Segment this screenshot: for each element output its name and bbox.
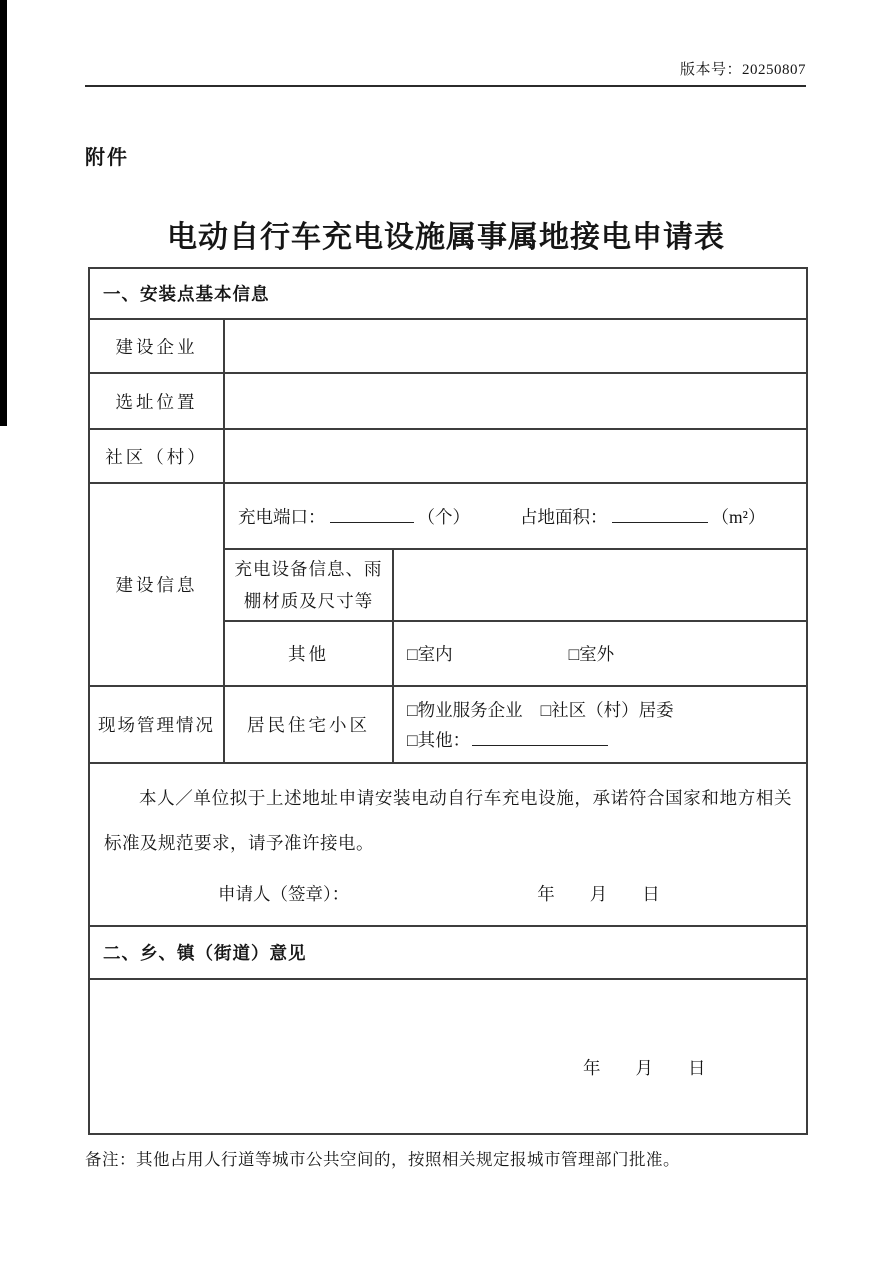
application-form-table <box>88 267 808 1135</box>
section2-opinion-cell <box>89 979 807 1134</box>
row-label-community: 社区（村） <box>89 429 224 483</box>
row-label-site-location: 选址位置 <box>89 373 224 429</box>
footer-note: 备注：其他占用人行道等城市公共空间的，按照相关规定报城市管理部门批准。 <box>85 1150 680 1169</box>
charging-port-blank-line <box>330 507 414 523</box>
field-management-options <box>393 686 807 763</box>
row-label-residential: 居民住宅小区 <box>224 686 393 763</box>
field-equipment-info <box>393 549 807 621</box>
area-blank-line <box>612 507 708 523</box>
other-option-blank-line <box>472 730 608 746</box>
applicant-signature-label: 申请人（签章）： <box>218 884 350 904</box>
section2-date-label: 年 月 日 <box>583 1058 706 1078</box>
row-label-construction-info: 建设信息 <box>89 483 224 686</box>
charging-port-label: 充电端口： <box>238 506 326 527</box>
row-label-equipment-info: 充电设备信息、雨棚材质及尺寸等 <box>224 549 393 621</box>
checkbox-property-service: □物业服务企业 <box>407 699 523 720</box>
declaration-cell <box>89 763 807 926</box>
row-label-construction-enterprise: 建设企业 <box>89 319 224 373</box>
checkbox-other-option: □其他： <box>407 729 471 750</box>
section1-date-label: 年 月 日 <box>537 884 660 904</box>
field-site-location <box>224 373 807 429</box>
section2-header: 二、乡、镇（街道）意见 <box>89 926 807 979</box>
version-number: 版本号：20250807 <box>679 62 806 78</box>
charging-port-unit: （个） <box>417 506 470 527</box>
checkbox-indoor: □室内 <box>407 643 453 664</box>
page-title: 电动自行车充电设施属事属地接电申请表 <box>167 221 725 254</box>
field-indoor-outdoor <box>393 621 807 686</box>
field-ports-and-area <box>224 483 807 549</box>
field-construction-enterprise <box>224 319 807 373</box>
header-divider-rule <box>85 85 806 87</box>
row-label-other: 其他 <box>224 621 393 686</box>
checkbox-community-committee: □社区（村）居委 <box>540 699 674 720</box>
checkbox-outdoor: □室外 <box>568 643 615 664</box>
declaration-text: 本人／单位拟于上述地址申请安装电动自行车充电设施，承诺符合国家和地方相关标准及规范要求，请予准许接电。 <box>104 788 792 853</box>
area-unit: （m²） <box>711 506 766 527</box>
attachment-label: 附件 <box>85 147 129 169</box>
field-community <box>224 429 807 483</box>
row-label-site-management: 现场管理情况 <box>89 686 224 763</box>
area-label: 占地面积： <box>520 506 608 527</box>
section1-header: 一、安装点基本信息 <box>89 268 807 319</box>
